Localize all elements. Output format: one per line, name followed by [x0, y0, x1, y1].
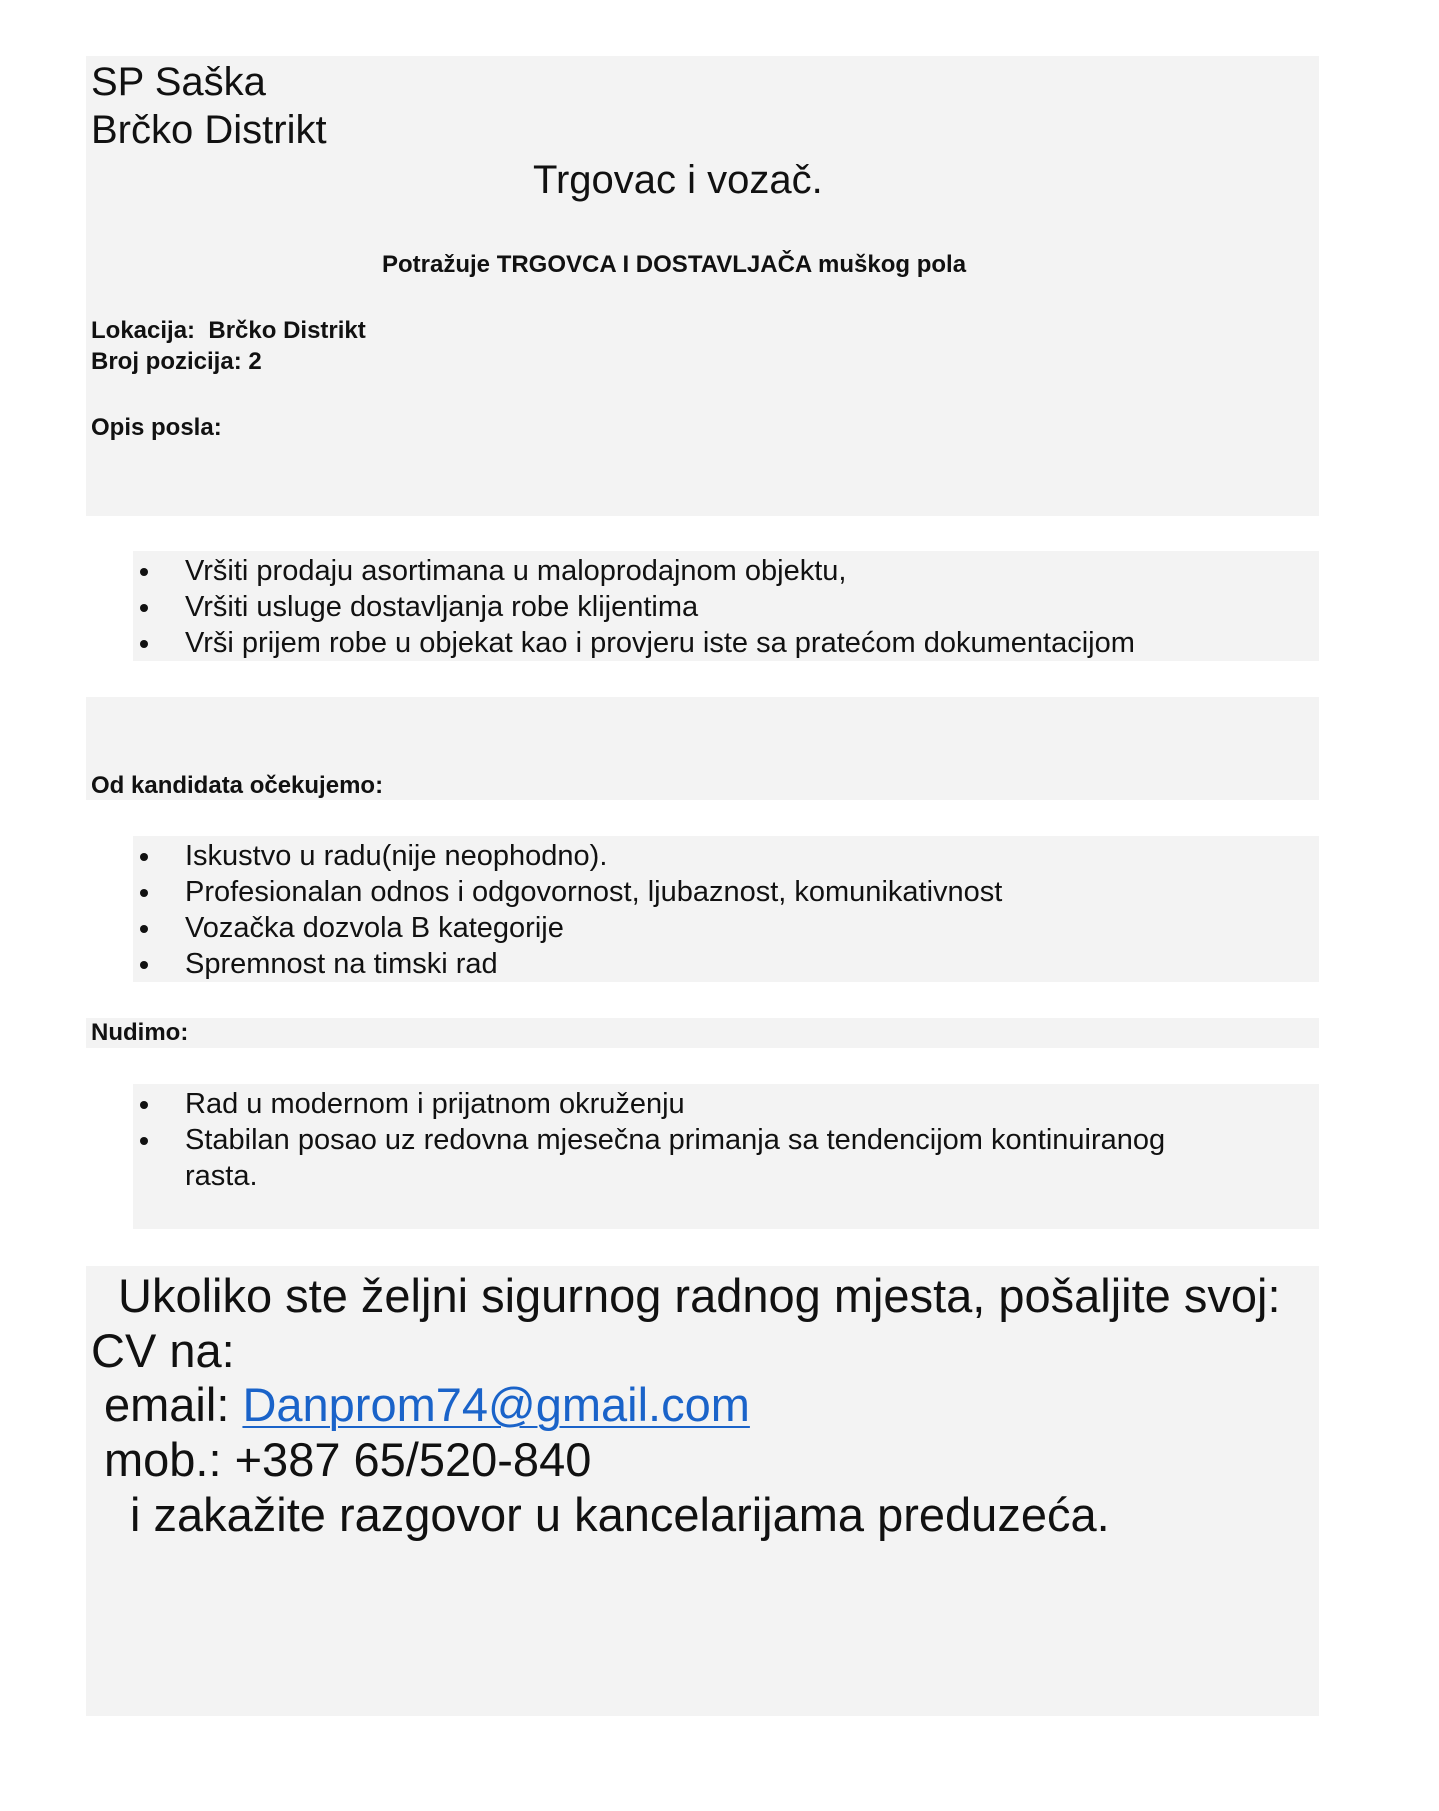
location-line: Lokacija: Brčko Distrikt [91, 317, 366, 344]
bullet-icon [140, 889, 148, 897]
email-label: email: [104, 1378, 243, 1431]
bullet-icon [140, 1137, 148, 1145]
contact-email-line [104, 1378, 750, 1431]
bullet-icon [140, 640, 148, 648]
list-item: Stabilan posao uz redovna mjesečna primanja sa tendencijom kontinuiranog rasta. [140, 1122, 1165, 1194]
company-location: Brčko Distrikt [91, 108, 327, 152]
job-subtitle: Potražuje TRGOVCA I DOSTAVLJAČA muškog pola [382, 251, 967, 278]
positions-line: Broj pozicija: 2 [91, 348, 262, 375]
offer-heading-block [86, 1018, 1319, 1048]
expectations-list [140, 838, 1002, 982]
list-item: Rad u modernom i prijatnom okruženju [140, 1086, 1165, 1122]
contact-intro: Ukoliko ste željni sigurnog radnog mjesta, pošaljite svoj: [118, 1269, 1281, 1322]
contact-closing: i zakažite razgovor u kancelarijama preduzeća. [130, 1488, 1110, 1541]
list-item: Vršiti prodaju asortimana u maloprodajnom objektu, [140, 553, 1135, 589]
list-item: Vozačka dozvola B kategorije [140, 910, 1002, 946]
contact-phone: mob.: +387 65/520-840 [104, 1433, 592, 1486]
company-name: SP Saška [91, 60, 266, 104]
bullet-icon [140, 604, 148, 612]
bullet-icon [140, 568, 148, 576]
list-item: Profesionalan odnos i odgovornost, ljubaznost, komunikativnost [140, 874, 1002, 910]
list-item: Iskustvo u radu(nije neophodno). [140, 838, 1002, 874]
expectations-heading: Od kandidata očekujemo: [91, 772, 384, 799]
offer-list [140, 1086, 1165, 1194]
bullet-icon [140, 961, 148, 969]
bullet-icon [140, 1101, 148, 1109]
bullet-icon [140, 925, 148, 933]
list-item: Vršiti usluge dostavljanja robe klijentima [140, 589, 1135, 625]
offer-heading: Nudimo: [91, 1019, 189, 1046]
duties-list [140, 553, 1135, 661]
job-title: Trgovac i vozač. [533, 158, 823, 202]
list-item: Vrši prijem robe u objekat kao i provjeru iste sa pratećom dokumentacijom [140, 625, 1135, 661]
list-item: Spremnost na timski rad [140, 946, 1002, 982]
job-description-heading: Opis posla: [91, 414, 222, 441]
contact-cv: CV na: [91, 1324, 235, 1377]
email-link[interactable]: Danprom74@gmail.com [242, 1378, 750, 1431]
bullet-icon [140, 853, 148, 861]
